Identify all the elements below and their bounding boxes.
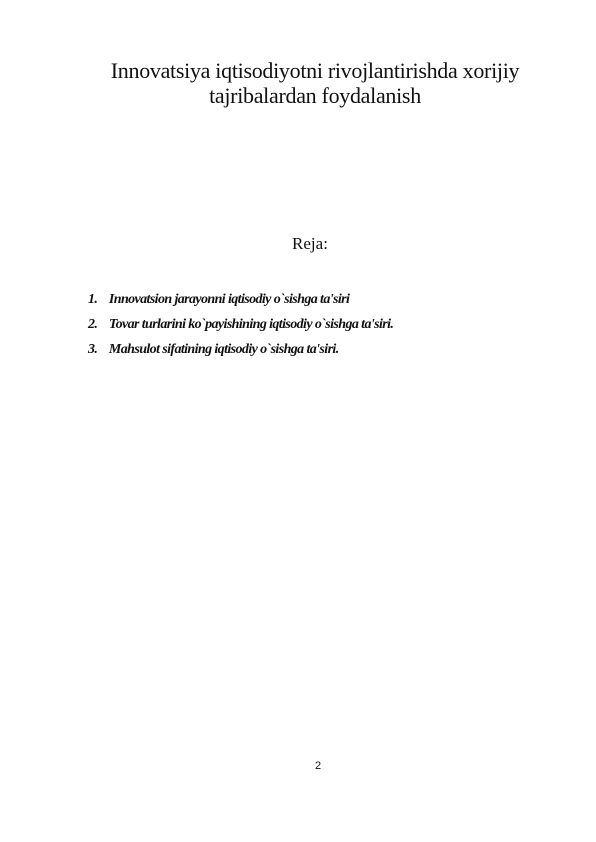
title-line-1: Innovatsiya iqtisodiyotni rivojlantirishda xorijiy [110, 58, 520, 83]
document-title [60, 58, 570, 108]
plan-item [88, 312, 393, 337]
plan-list [88, 287, 393, 362]
page-number: 2 [314, 760, 322, 772]
title-line-2: tajribalardan foydalanish [209, 83, 421, 108]
plan-item [88, 287, 393, 312]
plan-item-number: 3. [88, 342, 98, 357]
plan-item-text: Tovar turlarini ko`payishining iqtisodiy o`sishga ta'siri. [108, 317, 394, 332]
plan-item-number: 2. [88, 317, 98, 332]
plan-item-text: Mahsulot sifatining iqtisodiy o`sishga ta'siri. [108, 342, 339, 357]
plan-item-number: 1. [88, 292, 98, 307]
plan-item-text: Innovatsion jarayonni iqtisodiy o`sishga ta'siri [108, 292, 350, 307]
plan-heading: Reja: [292, 234, 328, 253]
plan-item [88, 337, 393, 362]
